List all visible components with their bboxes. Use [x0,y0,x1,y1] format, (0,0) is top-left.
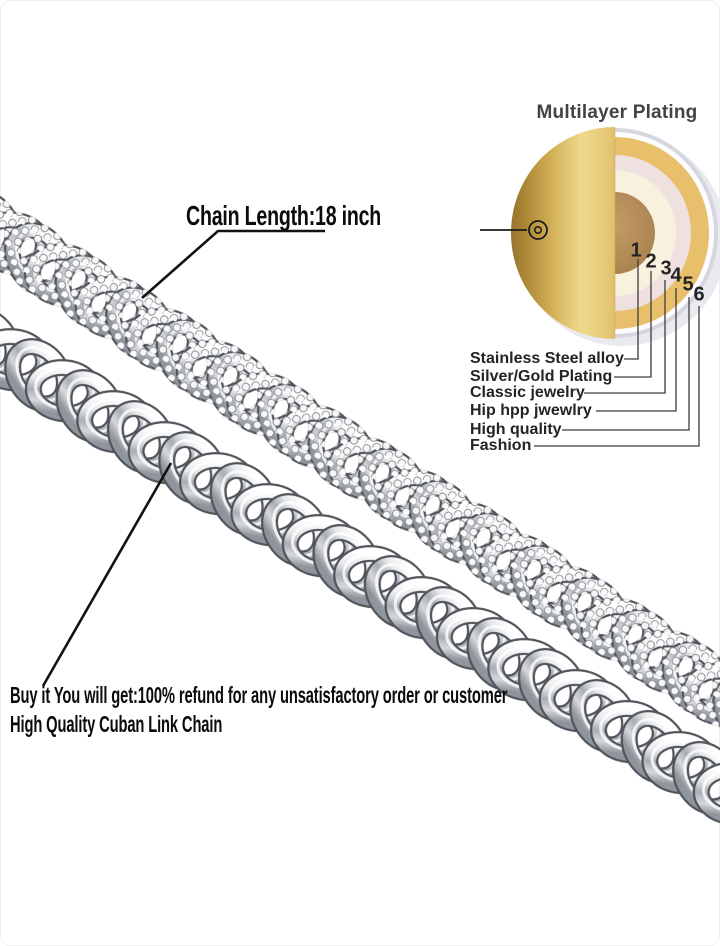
gold-half-disc [511,127,615,339]
layer-label-high-quality: High quality [470,421,562,438]
layer-number-5: 5 [682,273,694,296]
layer-label-silver-gold-plating: Silver/Gold Plating [470,368,613,385]
layer-label-stainless-steel-alloy: Stainless Steel alloy [470,350,624,367]
layer-label-fashion: Fashion [470,437,532,454]
refund-guarantee-text: Buy it You will get:100% refund for any unsatisfactory order or customer [10,682,508,708]
layer-number-4: 4 [670,264,682,287]
layer-number-6: 6 [693,283,705,306]
layer-number-3: 3 [660,257,672,280]
plating-title: Multilayer Plating [536,102,698,123]
layer-number-2: 2 [645,250,657,273]
chain-length-label: Chain Length:18 inch [186,200,382,231]
quality-claim-text: High Quality Cuban Link Chain [10,711,223,737]
layer-label-classic-jewelry: Classic jewelry [470,384,585,401]
layer-number-1: 1 [630,239,642,262]
layer-label-hip-hop-jewelry: Hip hpp jwewlry [470,402,592,419]
refund-leader-line [43,463,171,686]
